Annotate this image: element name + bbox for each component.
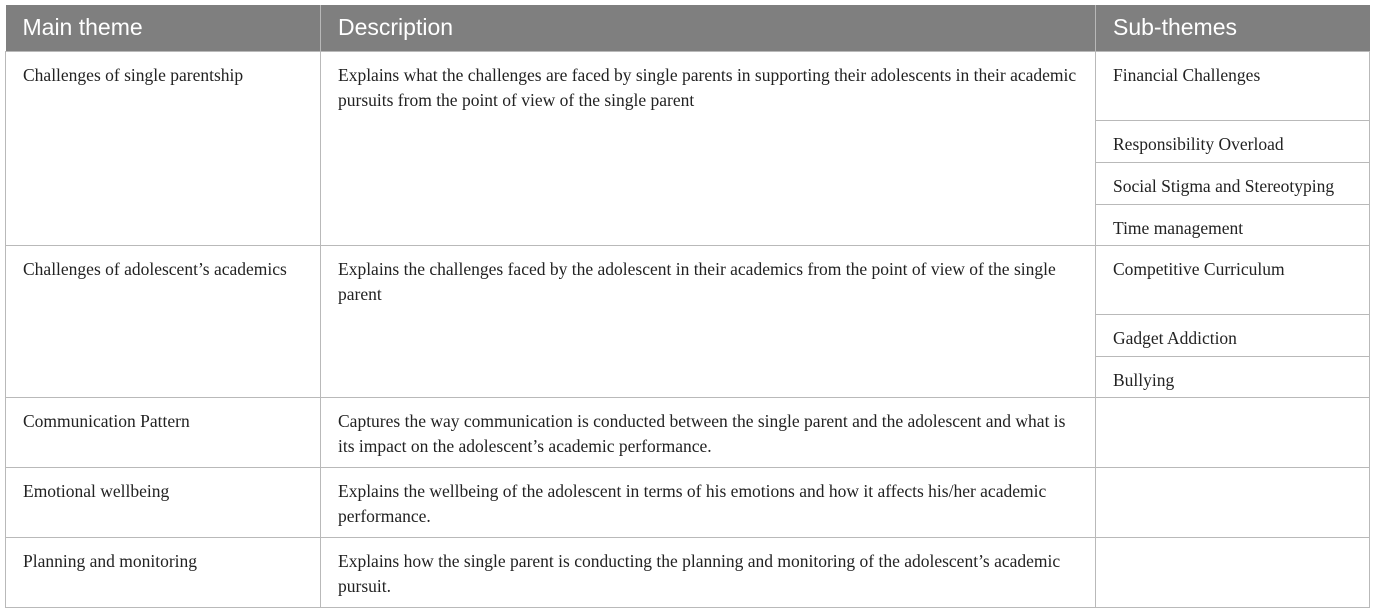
sub-themes-cell (1096, 51, 1370, 245)
sub-theme-item: Gadget Addiction (1096, 314, 1369, 356)
sub-theme-item: Responsibility Overload (1096, 120, 1369, 162)
theme-cell: Planning and monitoring (6, 537, 321, 607)
table-row (6, 51, 1370, 245)
table-row (6, 245, 1370, 397)
sub-themes-cell (1096, 245, 1370, 397)
table-header (6, 5, 1370, 51)
theme-cell: Challenges of adolescent’s academics (6, 245, 321, 397)
themes-table-container (5, 5, 1369, 608)
sub-theme-item: Bullying (1096, 356, 1369, 397)
header-description: Description (321, 5, 1096, 51)
table-row (6, 537, 1370, 607)
description-cell: Explains the wellbeing of the adolescent in terms of his emotions and how it affects his/her academic performance. (321, 467, 1096, 537)
theme-cell: Challenges of single parentship (6, 51, 321, 245)
sub-themes-cell-empty (1096, 467, 1370, 537)
description-cell: Explains the challenges faced by the adolescent in their academics from the point of view of the single parent (321, 245, 1096, 397)
sub-theme-item: Financial Challenges (1113, 64, 1261, 85)
header-sub-themes: Sub-themes (1096, 5, 1370, 51)
sub-theme-item: Time management (1096, 204, 1369, 245)
theme-cell: Communication Pattern (6, 397, 321, 467)
themes-table (5, 5, 1370, 608)
description-cell: Explains how the single parent is conducting the planning and monitoring of the adolescent’s academic pursuit. (321, 537, 1096, 607)
sub-themes-cell-empty (1096, 537, 1370, 607)
table-row (6, 467, 1370, 537)
header-main-theme: Main theme (6, 5, 321, 51)
header-row (6, 5, 1370, 51)
description-cell: Captures the way communication is conducted between the single parent and the adolescent and what is its impact on the adolescent’s academic performance. (321, 397, 1096, 467)
table-body (6, 51, 1370, 607)
description-cell: Explains what the challenges are faced by single parents in supporting their adolescents in their academic pursuits from the point of view of the single parent (321, 51, 1096, 245)
sub-themes-cell-empty (1096, 397, 1370, 467)
theme-cell: Emotional wellbeing (6, 467, 321, 537)
sub-theme-item: Social Stigma and Stereotyping (1096, 162, 1369, 204)
table-row (6, 397, 1370, 467)
sub-theme-item: Competitive Curriculum (1113, 258, 1285, 279)
